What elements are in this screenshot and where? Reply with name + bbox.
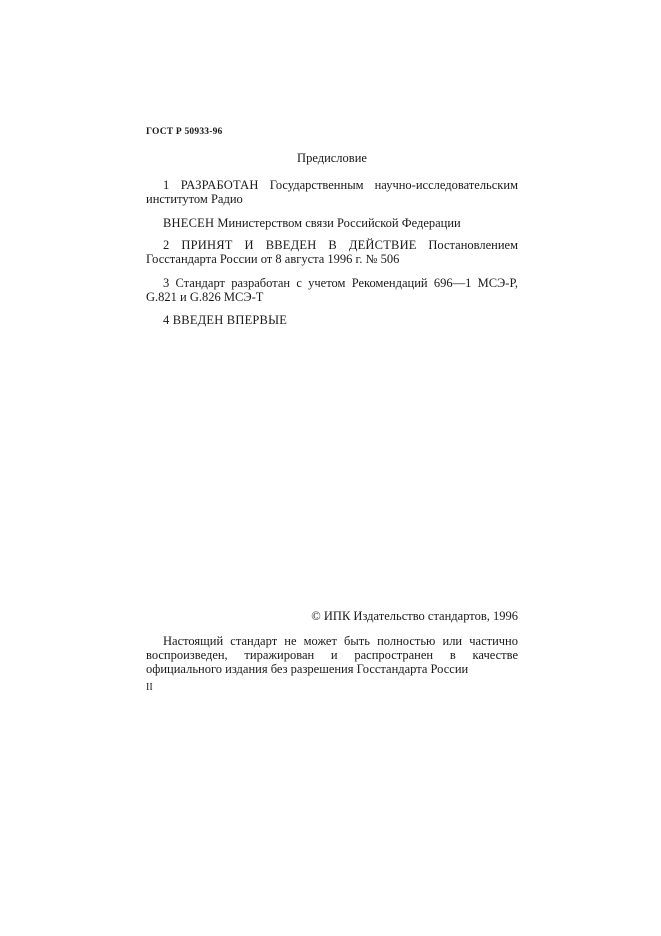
standard-code: ГОСТ Р 50933-96 [146,127,223,137]
preface-item-2 [146,238,518,266]
page-number: II [146,682,153,693]
preface-item-submitted [146,216,518,230]
preface-item-1 [146,178,518,206]
preface-item-4-lead: 4 ВВЕДЕН ВПЕРВЫЕ [163,313,288,327]
preface-item-submitted-lead: ВНЕСЕН [163,216,215,230]
preface-item-2-lead: 2 ПРИНЯТ И ВВЕДЕН В ДЕЙСТВИЕ [163,238,417,252]
preface-item-4 [146,313,518,327]
preface-item-submitted-text: Министерством связи Российской Федерации [214,216,461,230]
reproduction-notice: Настоящий стандарт не может быть полностью или частично воспроизведен, тиражирован и распространен в качестве официального издания без разрешения Госстандарта России [146,634,518,676]
preface-title: Предисловие [297,151,367,165]
preface-item-3 [146,276,518,304]
preface-item-2-text: Постановлением Госстандарта России от 8 августа 1996 г. № 506 [146,238,518,266]
preface-item-1-text: Государственным научно-исследовательским институтом Радио [146,178,518,206]
copyright-line: © ИПК Издательство стандартов, 1996 [311,609,518,623]
preface-item-3-text: Стандарт разработан с учетом Рекомендаций 696—1 МСЭ-Р, G.821 и G.826 МСЭ-Т [146,276,518,304]
preface-item-3-lead: 3 [163,276,170,290]
preface-item-1-lead: 1 РАЗРАБОТАН [163,178,259,192]
